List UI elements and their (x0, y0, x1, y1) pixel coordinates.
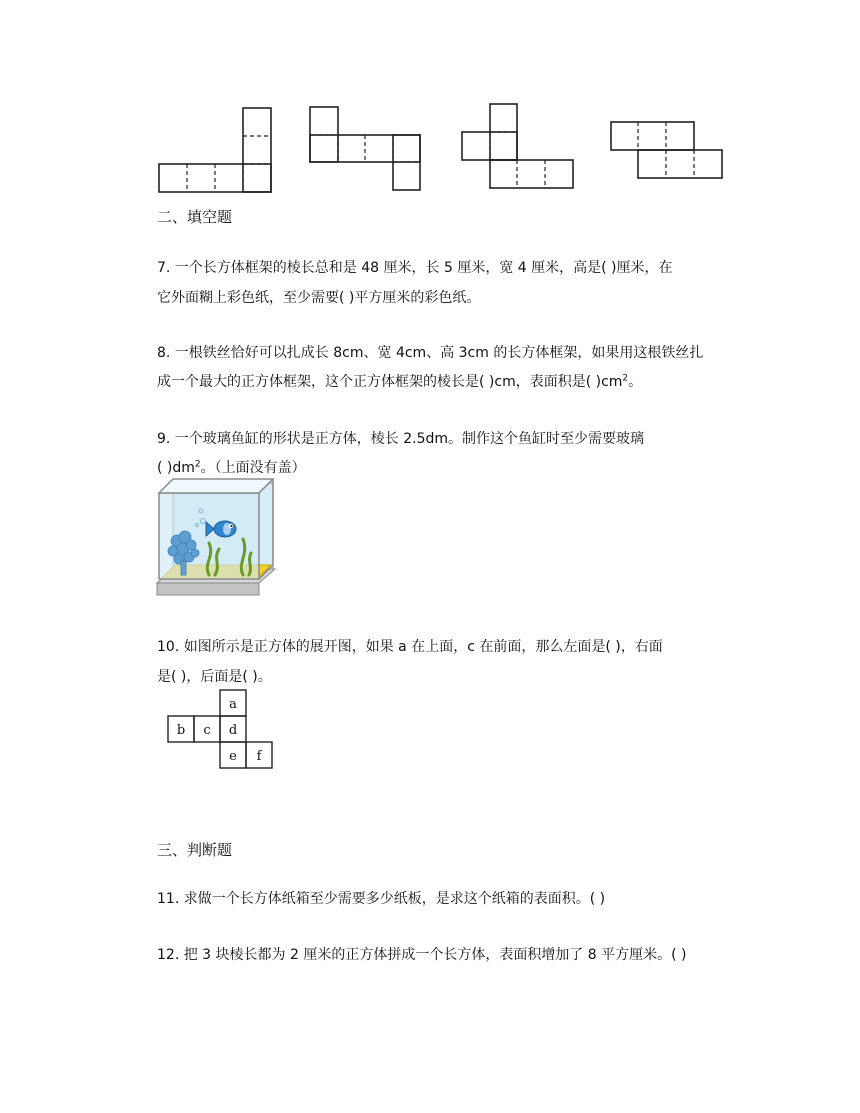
question-8-line-2: 成一个最大的正方体框架，这个正方体框架的棱长是( )cm，表面积是( )$cm^2$。 (157, 373, 643, 390)
net-label-d: d (228, 723, 238, 738)
question-8-line-1: 8. 一根铁丝恰好可以扎成长 8cm、宽 4cm、高 3cm 的长方体框架，如果用这根铁丝扎 (157, 345, 704, 361)
question-9-line-2: ( )$dm^2$。（上面没有盖） (157, 459, 306, 476)
question-9-line-1: 9. 一个玻璃鱼缸的形状是正方体，棱长 2.5dm。制作这个鱼缸时至少需要玻璃 (157, 431, 645, 447)
section-heading-fill-blank: 二、填空题 (157, 208, 233, 226)
labeled-cube-net (165, 688, 275, 770)
superscript: 2 (622, 373, 629, 384)
question-11: 11. 求做一个长方体纸箱至少需要多少纸板，是求这个纸箱的表面积。( ) (157, 891, 606, 907)
net-label-f: f (256, 749, 262, 764)
section-heading-true-false: 三、判断题 (157, 841, 233, 859)
question-12: 12. 把 3 块棱长都为 2 厘米的正方体拼成一个长方体，表面积增加了 8 平方厘米。( ) (157, 947, 687, 963)
fish-tank-illustration (155, 475, 277, 598)
question-10-line-1: 10. 如图所示是正方体的展开图，如果 a 在上面，c 在前面，那么左面是( )，右面 (157, 639, 663, 655)
cube-net-figure-4 (0, 0, 860, 200)
question-7-line-1: 7. 一个长方体框架的棱长总和是 48 厘米，长 5 厘米，宽 4 厘米，高是( )厘米，在 (157, 260, 673, 276)
net-label-a: a (229, 697, 237, 712)
net-label-e: e (229, 749, 237, 764)
question-7-line-2: 它外面糊上彩色纸，至少需要( )平方厘米的彩色纸。 (157, 290, 481, 306)
superscript: 2 (194, 459, 201, 470)
net-label-c: c (203, 723, 211, 738)
question-10-line-2: 是( )，后面是( )。 (157, 669, 272, 685)
net-label-b: b (176, 723, 186, 738)
